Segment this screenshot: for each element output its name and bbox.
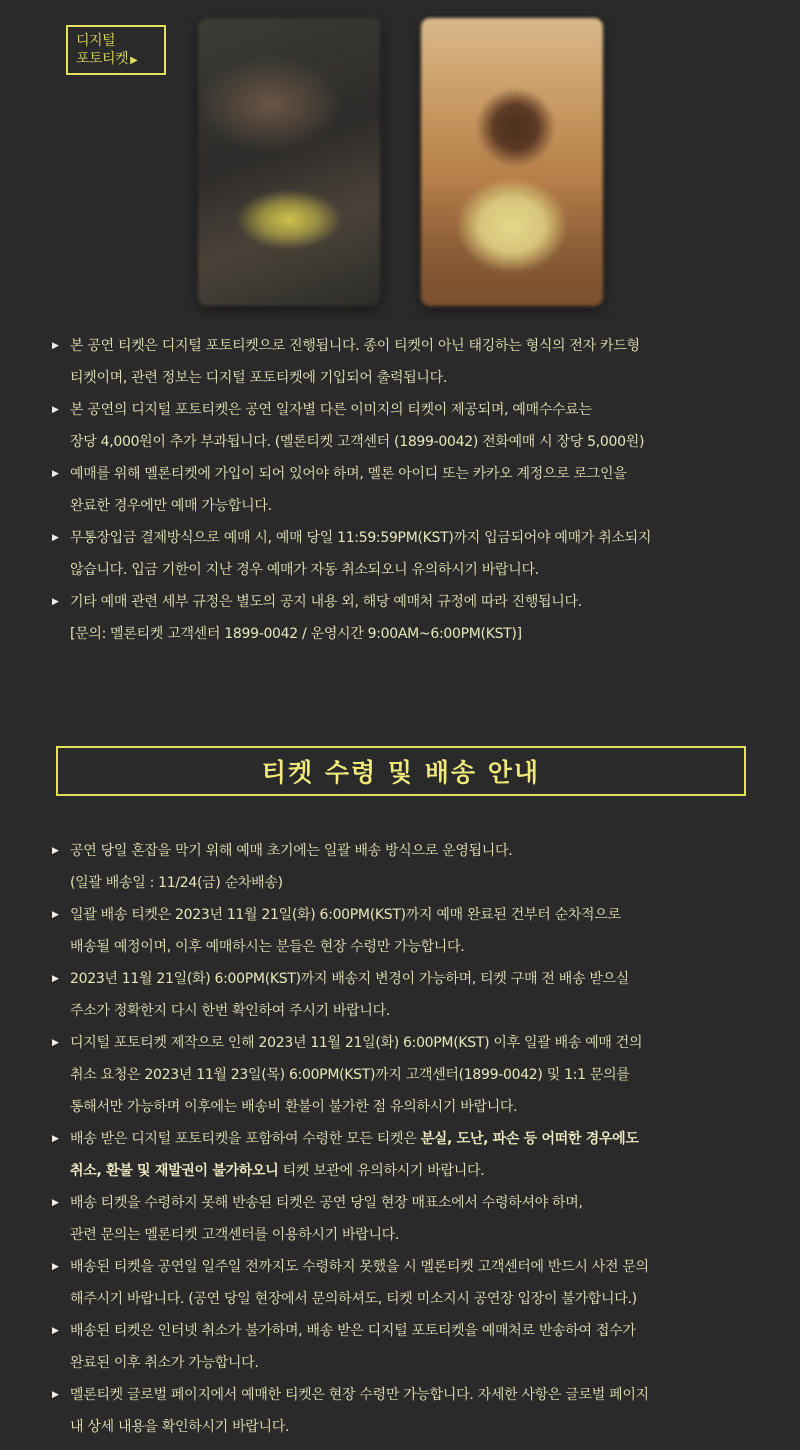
notice-line: ▶ 일괄 배송 티켓은 2023년 11월 21일(화) 6:00PM(KST)까지 예매 완료된 건부터 순차적으로 bbox=[70, 907, 621, 923]
notice-item bbox=[52, 1027, 752, 1123]
notice-item bbox=[52, 1251, 752, 1315]
notice-line: 티켓이며, 관련 정보는 디지털 포토티켓에 기입되어 출력됩니다. bbox=[70, 370, 448, 386]
notice-item bbox=[52, 330, 752, 394]
notice-line: ▶ 디지털 포토티켓 제작으로 인해 2023년 11월 21일(화) 6:00PM(KST) 이후 일괄 배송 예매 건의 bbox=[70, 1035, 643, 1051]
notice-text: 티켓 보관에 유의하시기 바랍니다. bbox=[278, 1163, 485, 1179]
section-title: 티켓 수령 및 배송 안내 bbox=[261, 758, 541, 787]
notice-line: 완료한 경우에만 예매 가능합니다. bbox=[70, 498, 272, 514]
notice-line: [문의: 멜론티켓 고객센터 1899-0042 / 운영시간 9:00AM~6:00PM(KST)] bbox=[70, 626, 522, 642]
notice-item bbox=[52, 1187, 752, 1251]
notice-line: ▶ 본 공연의 디지털 포토티켓은 공연 일자별 다른 이미지의 티켓이 제공되며, 예매수수료는 bbox=[70, 402, 592, 418]
notice-line: 배송될 예정이며, 이후 예매하시는 분들은 현장 수령만 가능합니다. bbox=[70, 939, 465, 955]
notice-line: ▶ 배송된 티켓을 공연일 일주일 전까지도 수령하지 못했을 시 멜론티켓 고객센터에 반드시 사전 문의 bbox=[70, 1259, 649, 1275]
notice-line: 내 상세 내용을 확인하시기 바랍니다. bbox=[70, 1419, 290, 1435]
photo-ticket-image-1 bbox=[198, 18, 380, 306]
delivery-section-heading bbox=[56, 746, 746, 796]
notice-line: 않습니다. 입금 기한이 지난 경우 예매가 자동 취소되오니 유의하시기 바랍니다. bbox=[70, 562, 539, 578]
notice-line: ▶ 멜론티켓 글로벌 페이지에서 예매한 티켓은 현장 수령만 가능합니다. 자세한 사항은 글로벌 페이지 bbox=[70, 1387, 649, 1403]
badge-line-2: 포토티켓 bbox=[76, 51, 129, 67]
notice-line: 통해서만 가능하며 이후에는 배송비 환불이 불가한 점 유의하시기 바랍니다. bbox=[70, 1099, 518, 1115]
notice-item bbox=[52, 835, 752, 899]
notice-item bbox=[52, 458, 752, 522]
notice-line: ▶ 공연 당일 혼잡을 막기 위해 예매 초기에는 일괄 배송 방식으로 운영됩니다. bbox=[70, 843, 513, 859]
notice-line: 장당 4,000원이 추가 부과됩니다. (멜론티켓 고객센터 (1899-0042) 전화예매 시 장당 5,000원) bbox=[70, 434, 645, 450]
notice-line: ▶ 예매를 위해 멜론티켓에 가입이 되어 있어야 하며, 멜론 아이디 또는 카카오 계정으로 로그인을 bbox=[70, 466, 627, 482]
badge-line-1: 디지털 bbox=[76, 33, 116, 49]
ticket-notice-list bbox=[52, 330, 752, 650]
photo-ticket-image-2 bbox=[421, 18, 603, 306]
notice-item bbox=[52, 1123, 752, 1187]
notice-line: ▶ 본 공연 티켓은 디지털 포토티켓으로 진행됩니다. 종이 티켓이 아닌 태깅하는 형식의 전자 카드형 bbox=[70, 338, 640, 354]
notice-line: (일괄 배송일 : 11/24(금) 순차배송) bbox=[70, 875, 283, 891]
play-arrow-icon: ▶ bbox=[130, 55, 138, 66]
notice-line: 해주시기 바랍니다. (공연 당일 현장에서 문의하셔도, 티켓 미소지시 공연장 입장이 불가합니다.) bbox=[70, 1291, 637, 1307]
notice-bold-text: 분실, 도난, 파손 등 어떠한 경우에도 bbox=[420, 1131, 639, 1147]
notice-item bbox=[52, 963, 752, 1027]
notice-item bbox=[52, 522, 752, 586]
ticket-notice-section bbox=[52, 330, 752, 650]
notice-line: 완료된 이후 취소가 가능합니다. bbox=[70, 1355, 259, 1371]
notice-line: ▶ 무통장입금 결제방식으로 예매 시, 예매 당일 11:59:59PM(KST)까지 입금되어야 예매가 취소되지 bbox=[70, 530, 652, 546]
notice-line: 관련 문의는 멜론티켓 고객센터를 이용하시기 바랍니다. bbox=[70, 1227, 400, 1243]
notice-line: ▶ 기타 예매 관련 세부 규정은 별도의 공지 내용 외, 해당 예매처 규정에 따라 진행됩니다. bbox=[70, 594, 582, 610]
digital-photo-ticket-badge[interactable] bbox=[66, 25, 166, 75]
notice-line: ▶ 2023년 11월 21일(화) 6:00PM(KST)까지 배송지 변경이 가능하며, 티켓 구매 전 배송 받으실 bbox=[70, 971, 630, 987]
notice-line bbox=[70, 1123, 752, 1155]
notice-line: ▶ 배송 티켓을 수령하지 못해 반송된 티켓은 공연 당일 현장 매표소에서 수령하셔야 하며, bbox=[70, 1195, 583, 1211]
notice-item bbox=[52, 1379, 752, 1443]
notice-item bbox=[52, 394, 752, 458]
notice-bold-text: 취소, 환불 및 재발권이 불가하오니 bbox=[70, 1163, 279, 1179]
notice-line: ▶ 배송된 티켓은 인터넷 취소가 불가하며, 배송 받은 디지털 포토티켓을 예매처로 반송하여 접수가 bbox=[70, 1323, 636, 1339]
notice-item bbox=[52, 1315, 752, 1379]
notice-line: 취소 요청은 2023년 11월 23일(목) 6:00PM(KST)까지 고객센터(1899-0042) 및 1:1 문의를 bbox=[70, 1067, 630, 1083]
notice-text: 배송 받은 디지털 포토티켓을 포함하여 수령한 모든 티켓은 bbox=[70, 1131, 421, 1147]
notice-line: 주소가 정확한지 다시 한번 확인하여 주시기 바랍니다. bbox=[70, 1003, 390, 1019]
delivery-notice-list bbox=[52, 835, 752, 1443]
delivery-notice-section bbox=[52, 835, 752, 1443]
notice-item bbox=[52, 586, 752, 650]
notice-line bbox=[70, 1155, 752, 1187]
notice-item bbox=[52, 899, 752, 963]
